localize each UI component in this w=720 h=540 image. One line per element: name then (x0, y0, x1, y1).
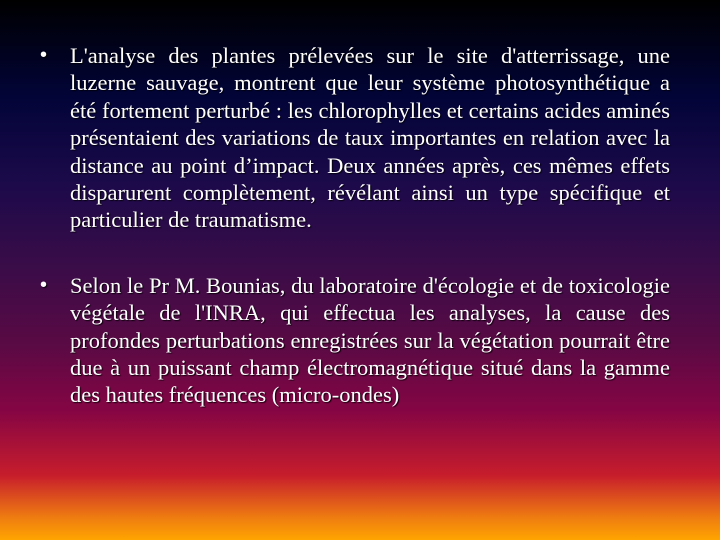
bullet-text-1: L'analyse des plantes prélevées sur le site d'atterrissage, une luzerne sauvage, montrent que leur système photosynthétique a été fortement perturbé : les chlorophylles et certains acides aminés présentaient des variations de taux importantes en relation avec la distance au point d’impact. Deux années après, ces mêmes effets disparurent complètement, révélant ainsi un type spécifique et particulier de traumatisme. (70, 43, 670, 233)
slide-content (40, 42, 670, 409)
bullet-text-2: Selon le Pr M. Bounias, du laboratoire d'écologie et de toxicologie végétale de l'INRA, qui effectua les analyses, la cause des profondes perturbations enregistrées sur la végétation pourrait être due à un puissant champ électromagnétique situé dans la gamme des hautes fréquences (micro-ondes) (70, 272, 670, 408)
bullet-marker-icon: • (40, 44, 48, 66)
bullet-item-2 (40, 272, 670, 409)
bullet-marker-icon: • (40, 273, 48, 296)
bullet-item-1 (40, 42, 670, 234)
